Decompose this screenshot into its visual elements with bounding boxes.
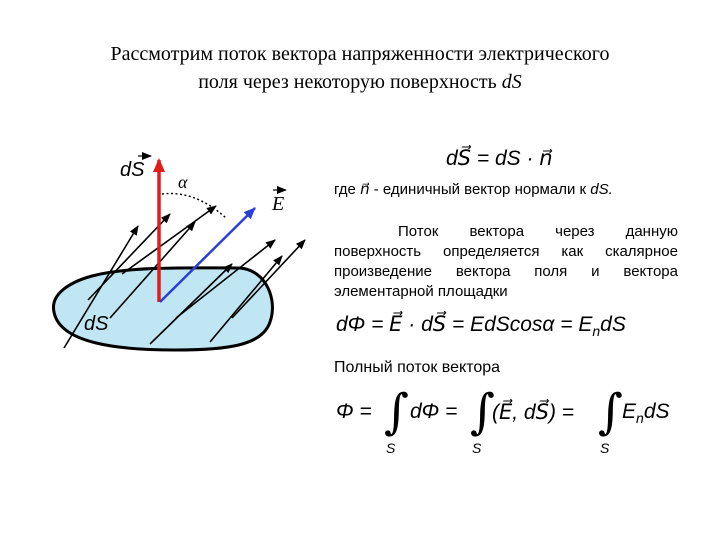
label-alpha: α [178,172,188,192]
total-flux-heading: Полный поток вектора [334,359,501,376]
n-def-ds: dS. [590,181,613,198]
total-part2: (E⃗, dS⃗) = [492,401,575,424]
total-part3 [622,400,670,426]
integral-sub-2: S [472,440,482,456]
n-definition [334,180,613,200]
equation-ds-definition: dS⃗ = dS · n⃗ [446,147,553,170]
total-part3-main: E [622,400,637,423]
flux-element-tail: dS [600,313,626,336]
total-part3-tail: dS [643,400,670,423]
angle-arc [162,194,226,219]
flux-element-sub: n [592,323,601,340]
integral-sub-3: S [600,440,610,456]
flux-element-main: dΦ = E⃗ · dS⃗ = EdScosα = E [336,313,593,336]
equation-flux-element [336,312,626,339]
title-line-1: Рассмотрим поток вектора напряженности электрического [110,43,610,65]
n-def-symbol: n⃗ [360,181,370,198]
total-lhs: Φ = [336,400,372,423]
title-ds-symbol: dS [501,71,522,93]
label-ds-vector: dS [120,159,145,181]
flux-paragraph: Поток вектора через данную поверхность определяется как скалярное произведение вектора поля и вектора элементарной площадки [334,223,678,300]
title-line-2-text: поля через некоторую поверхность [198,71,502,93]
label-surface: dS [84,313,109,335]
integral-sign-2: ∫ [470,384,496,440]
total-part3-sub: n [636,410,644,427]
integral-sign-3: ∫ [598,384,624,440]
integral-sign-1: ∫ [384,384,410,440]
label-e-vector: E [272,193,285,215]
total-part1: dΦ = [410,400,458,423]
n-def-middle: - единичный вектор нормали к [369,181,591,198]
n-def-prefix: где [334,181,361,198]
integral-sub-1: S [386,440,396,456]
